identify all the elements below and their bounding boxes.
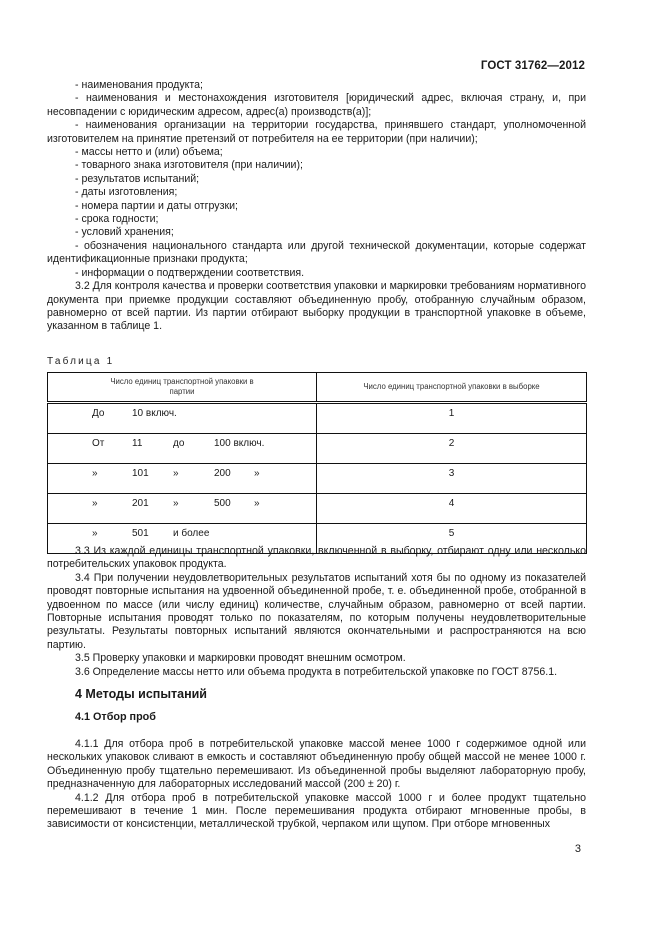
paragraph-3-3: 3.3 Из каждой единицы транспортной упаковки, включенной в выборку, отбирают одну или несколько потребительских упаковок продукта. [47,545,586,571]
column-header-sample-units: Число единиц транспортной упаковки в выборке [317,373,587,403]
range-part: » [92,498,98,509]
sample-count-cell: 5 [317,524,587,554]
paragraph-4-1-2: 4.1.2 Для отбора проб в потребительской упаковке массой 1000 г и более продукт тщательно перемешивают в течение 1 мин. После перемешивания продукта отбирают мгновенные пробы, в зависимости от консистенции, металлической трубкой, черпаком или щупом. При отборе мгновенных [47,791,586,831]
list-item: - информации о подтверждении соответствия. [75,266,305,279]
list-item: - наименования и местонахождения изготовителя [юридический адрес, включая страну, и, при несовпадении с юридическим адресом, адрес(а) производств(а)]; [47,92,586,118]
batch-range-cell [48,494,317,524]
acceptance-rules-section [47,545,586,734]
list-item: - условий хранения; [75,226,174,239]
range-part: 500 [214,498,231,509]
table-row [48,464,587,494]
sampling-table [47,372,587,554]
header-text: Число единиц транспортной упаковки в партии [110,377,254,396]
paragraph-3-4: 3.4 При получении неудовлетворительных результатов испытаний хотя бы по одному из показателей проводят повторные испытания на удвоенной объединенной пробе, т. е. объединенной пробе, отобранной в удвоенном по массе (или числу единиц) количестве, случайным образом, равномерно от всей партии. Повторные испытания проводят только по показателям, по которым получены неудовлетворительные результаты. Результаты повторных испытаний являются окончательными и распространяются на всю партию. [47,571,586,651]
range-part: 11 [132,438,143,449]
range-part: » [254,498,260,509]
range-part: От [92,438,105,449]
range-part: и более [173,528,210,539]
list-item: - товарного знака изготовителя (при наличии); [75,159,303,172]
batch-range-cell [48,434,317,464]
paragraph-4-1-1: 4.1.1 Для отбора проб в потребительской упаковке массой менее 1000 г содержимое одной или нескольких упаковок сливают в емкость и составляют объединенную пробу общей массой не менее 1000 г. Объединенную пробу тщательно перемешивают. Из объединенной пробы выделяют лабораторную пробу, предназначенную для лабораторных исследований массой (200 ± 20) г. [47,738,586,791]
paragraph-3-6: 3.6 Определение массы нетто или объема продукта в потребительской упаковке по ГОСТ 8756.1. [75,665,558,678]
range-part: » [92,468,98,479]
range-part: до [173,438,185,449]
sample-count-cell: 3 [317,464,587,494]
range-part: До [92,408,105,419]
range-part: 201 [132,498,149,509]
list-item: - наименования продукта; [75,79,203,91]
list-item: - срока годности; [75,213,159,226]
range-part: » [173,468,179,479]
table-header-row [48,373,587,403]
marking-requirements-list [47,79,586,334]
list-item: - номера партии и даты отгрузки; [75,199,238,212]
batch-range-cell [48,464,317,494]
range-part: 200 [214,468,231,479]
range-part: 101 [132,468,149,479]
sample-count-cell: 4 [317,494,587,524]
list-item: - массы нетто и (или) объема; [75,146,223,159]
range-part: » [92,528,98,539]
batch-range-cell [48,403,317,434]
table-row [48,494,587,524]
range-part: 100 включ. [214,438,265,449]
page-number: 3 [574,843,581,855]
range-part: » [173,498,179,509]
list-item: - даты изготовления; [75,186,178,199]
table-row [48,434,587,464]
list-item: - результатов испытаний; [75,172,200,185]
document-code-header: ГОСТ 31762—2012 [480,60,585,72]
paragraph-3-2: 3.2 Для контроля качества и проверки соответствия упаковки и маркировки требованиям нормативного документа при приемке продукции составляют объединенную пробу, отобранную случайным образом, равномерно от всей партии. Из партии отбирают выборку продукции в транспортной упаковке в объеме, указанном в таблице 1. [47,280,586,333]
subsection-heading: 4.1 Отбор проб [75,711,156,724]
paragraph-3-5: 3.5 Проверку упаковки и маркировки проводят внешним осмотром. [75,652,406,665]
list-item: - обозначения национального стандарта или другой технической документации, которые содержат идентификационные признаки продукта; [47,239,586,266]
range-part: 501 [132,528,149,539]
table-row [48,403,587,434]
sample-count-cell: 2 [317,434,587,464]
list-item: - наименования организации на территории государства, принявшего стандарт, уполномоченной изготовителем на принятие претензий от потребителя на ее территории (при наличии); [47,119,586,145]
range-part: » [254,468,260,479]
table-caption: Таблица 1 [47,356,115,367]
section-heading: 4 Методы испытаний [75,687,207,702]
sample-count-cell: 1 [317,403,587,434]
column-header-batch-units [48,373,317,403]
range-part: 10 включ. [132,408,177,419]
sampling-methods-section [47,738,586,832]
